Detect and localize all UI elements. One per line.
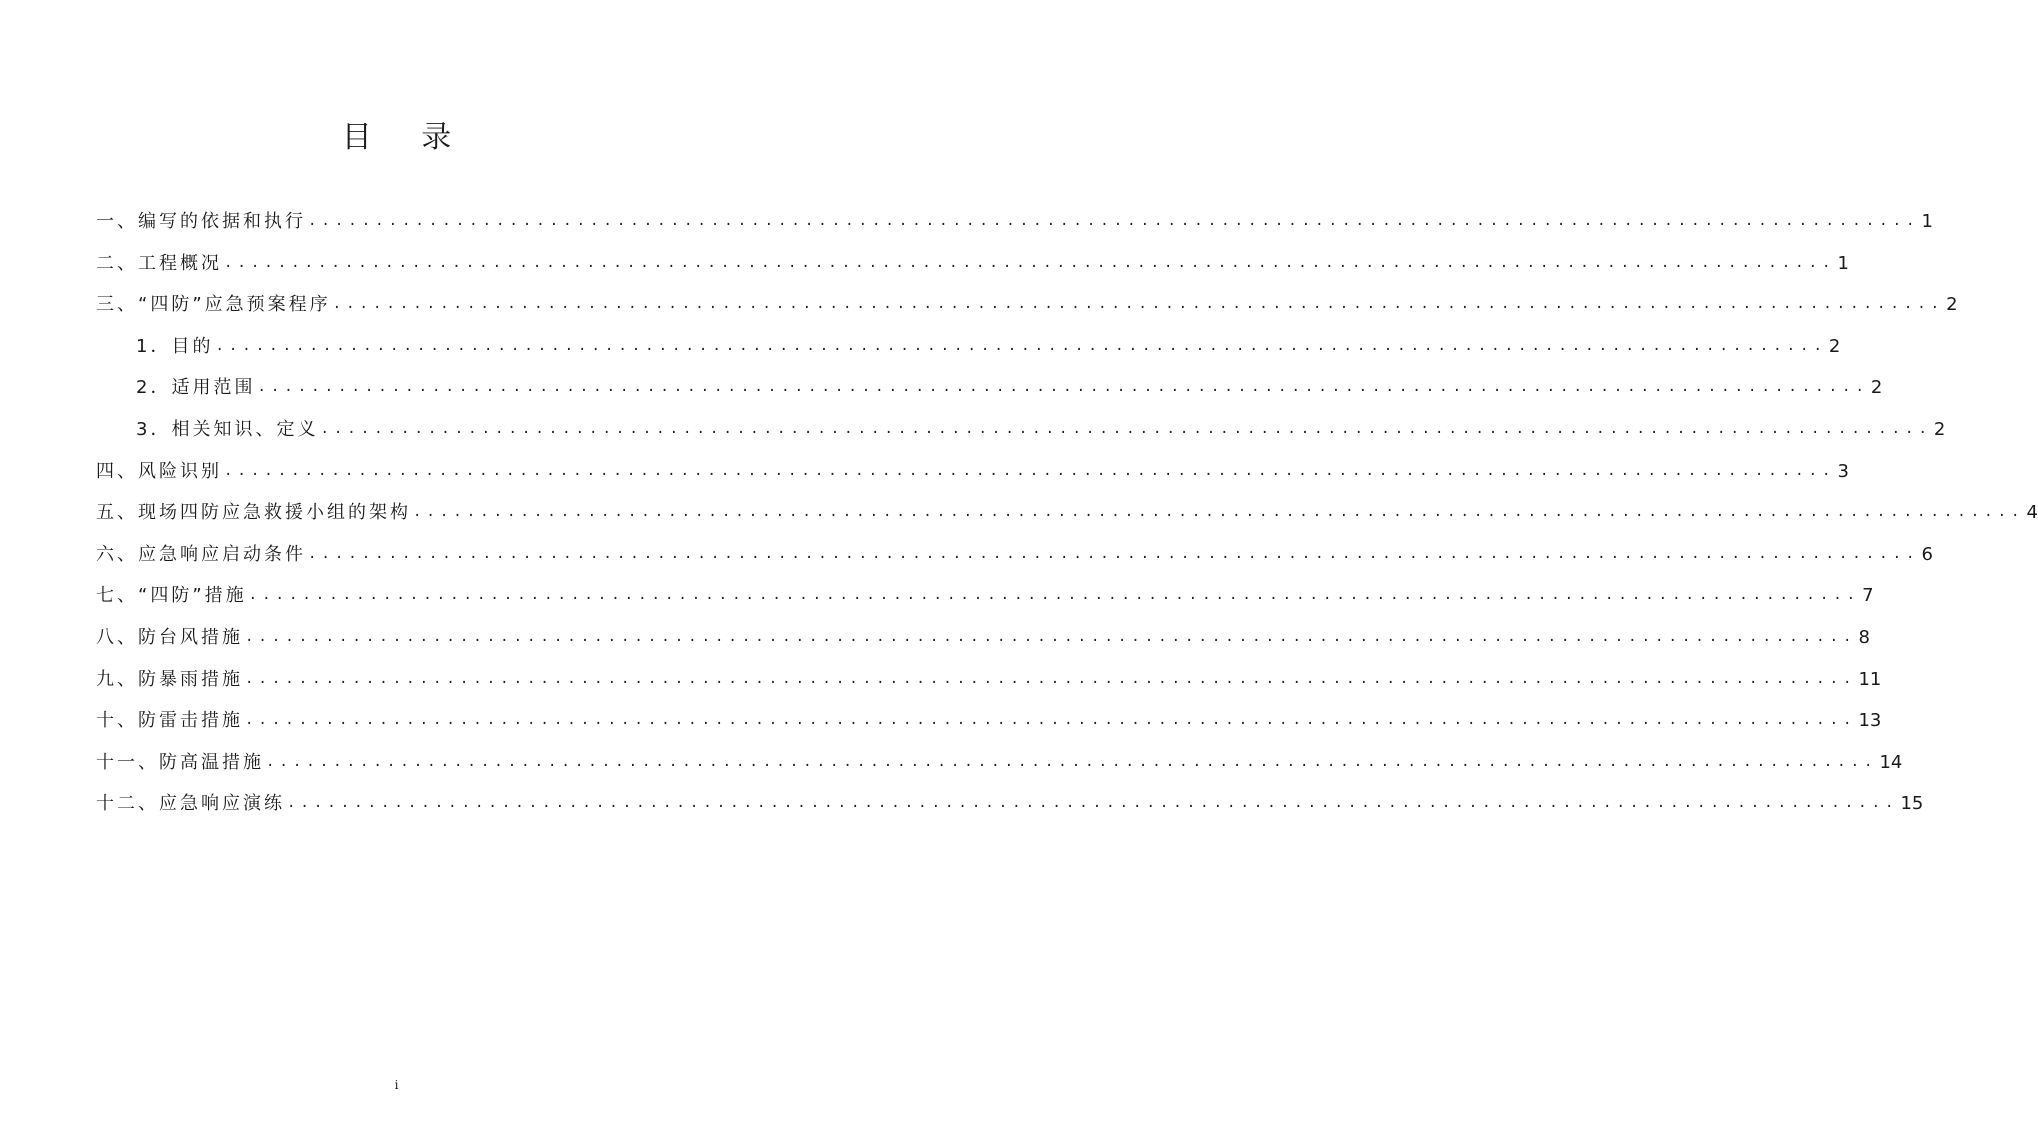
dot-leader: ........................................................................................................................ — [266, 753, 1878, 770]
toc-subentry[interactable] — [96, 326, 1841, 368]
toc-entry-page: 4 — [2026, 502, 2038, 524]
dot-leader: ........................................................................................................................ — [308, 213, 1920, 229]
toc-entry[interactable] — [96, 284, 1958, 326]
toc-entry-label: 一、编写的依据和执行 — [96, 211, 306, 232]
toc-entry[interactable] — [96, 617, 1870, 659]
toc-entry[interactable] — [96, 492, 2038, 534]
toc-entry-label: 二、工程概况 — [96, 252, 222, 274]
toc-entry-label: 五、现场四防应急救援小组的架构 — [96, 502, 411, 524]
dot-leader: ........................................................................................................................ — [224, 254, 1836, 271]
dot-leader: ........................................................................................................................ — [413, 504, 2025, 521]
toc-entry-label: 十二、应急响应演练 — [96, 793, 285, 815]
toc-entry[interactable] — [96, 575, 1874, 617]
toc-entry-page: 2 — [1828, 335, 1841, 357]
toc-entry-page: 13 — [1858, 710, 1882, 732]
toc-entry[interactable] — [96, 783, 1924, 825]
toc-entry-label: 三、“四防”应急预案程序 — [96, 294, 331, 316]
toc-entry[interactable] — [96, 700, 1882, 742]
toc-entry[interactable] — [96, 534, 1933, 576]
dot-leader: ........................................................................................................................ — [320, 420, 1932, 437]
toc-entry[interactable] — [96, 742, 1903, 784]
toc-entry[interactable] — [96, 201, 1933, 243]
toc-entry-page: 3 — [1837, 460, 1849, 482]
toc-entry-page: 8 — [1858, 626, 1870, 648]
dot-leader: ........................................................................................................................ — [248, 587, 1861, 604]
toc-entry-page: 2 — [1933, 418, 1946, 440]
toc-subentry[interactable] — [96, 409, 1946, 451]
dot-leader: ........................................................................................................................ — [308, 545, 1920, 562]
toc-entry-page: 15 — [1900, 793, 1924, 815]
toc-entry-page: 11 — [1858, 668, 1882, 690]
dot-leader: ........................................................................................................................ — [245, 628, 1857, 645]
dot-leader: ........................................................................................................................ — [332, 296, 1945, 313]
toc-entry[interactable] — [96, 451, 1849, 493]
toc-entry-page: 7 — [1862, 585, 1874, 607]
toc-entry[interactable] — [96, 659, 1882, 701]
toc-entry-label: 九、防暴雨措施 — [96, 668, 243, 690]
toc-entry-label: 十、防雷击措施 — [96, 710, 243, 732]
toc-entry-label: 十一、防高温措施 — [96, 751, 264, 773]
toc-entry-page: 2 — [1946, 294, 1958, 316]
toc-subentry[interactable] — [96, 367, 1883, 409]
toc-entry[interactable] — [96, 243, 1849, 285]
toc-entry-label: 六、应急响应启动条件 — [96, 543, 306, 565]
toc-entry-page: 6 — [1921, 543, 1933, 565]
dot-leader: ........................................................................................................................ — [245, 670, 1857, 687]
dot-leader: ........................................................................................................................ — [224, 462, 1836, 479]
toc-entry-label: 八、防台风措施 — [96, 626, 243, 648]
toc-entry-label: 1．目的 — [136, 335, 214, 357]
dot-leader: ........................................................................................................................ — [245, 712, 1857, 729]
page-title: 目 录 — [341, 120, 472, 155]
toc-entry-label: 四、风险识别 — [96, 460, 222, 482]
toc-entry-page: 2 — [1870, 377, 1883, 399]
toc-entry-page: 14 — [1879, 751, 1903, 773]
toc-entry-label: 2．适用范围 — [136, 377, 256, 399]
toc-entry-page: 1 — [1837, 252, 1849, 274]
toc-entry-page: 1 — [1921, 211, 1933, 232]
toc-entry-label: 3．相关知识、定义 — [136, 418, 319, 440]
dot-leader: ........................................................................................................................ — [215, 337, 1827, 354]
table-of-contents — [96, 201, 2038, 825]
toc-entry-label: 七、“四防”措施 — [96, 585, 247, 607]
dot-leader: ........................................................................................................................ — [257, 379, 1869, 396]
page-number: i — [394, 1078, 399, 1092]
dot-leader: ........................................................................................................................ — [287, 795, 1899, 812]
